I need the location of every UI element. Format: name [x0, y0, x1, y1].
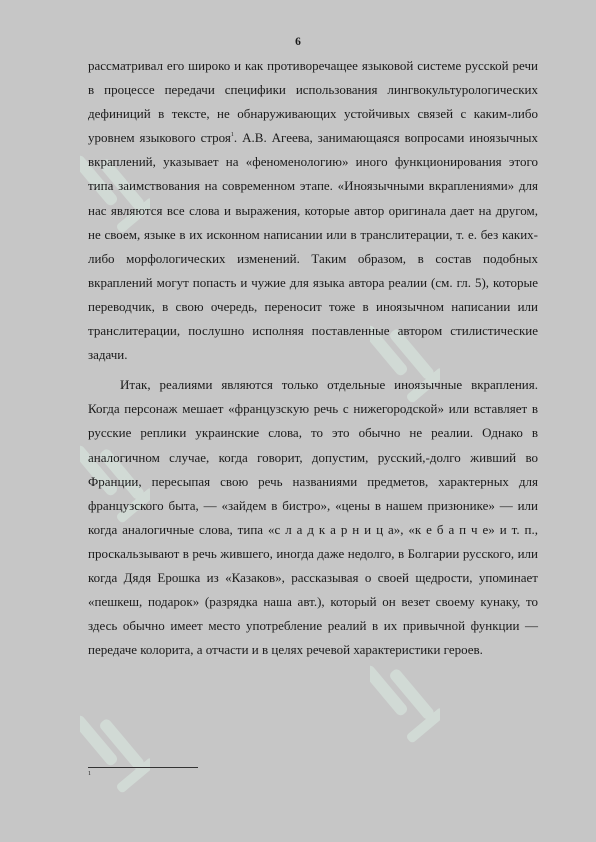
footnote-marker: 1 [88, 771, 91, 777]
body-text [88, 54, 538, 662]
watermark-soft-logo-icon [80, 690, 150, 810]
paragraph-2: Итак, реалиями являются только отдельные иноязычные вкрапления. Когда персонаж мешает «французскую речь с нижегородской» или вставляет в русские реплики украинские слова, то это обычно не реалии. Однако в аналогичном случае, когда говорит, допустим, русский,-долго живший во Франции, пересыпая свою речь названиями предметов, характерных для французского быта, — «зайдем в бистро», «цены в нашем призюнике» — или когда аналогичные слова, типа «с л а д к а р н и ц а», «к е б а п ч е» и т. п., проскальзывают в речь жившего, иногда даже недолго, в Болгарии русского, или когда Дядя Ерошка из «Казаков», рассказывая о своей щедрости, упоминает «пешкеш, подарок» (разрядка наша авт.), который он везет своему кунаку, то здесь обычно имеет место употребление реалий в их привычной функции — передаче колорита, а отчасти и в целях речевой характеристики героев. [88, 377, 538, 658]
paragraph-1-continuation: . А.В. Агеева, занимающаяся вопросами иноязычных вкраплений, указывает на «феноменологию» иного функционирования этого типа заимствования на современном этапе. «Иноязычными вкраплениями» для нас являются все слова и выражения, которые автор оригинала дает на другом, не своем, языке в их исконном написании или в транслитерации, т. е. без каких-либо морфологических изменений. Таким образом, в состав подобных вкраплений могут попасть и чужие для языка автора реалии (см. гл. 5), которые переводчик, в свою очередь, переносит тоже в иноязычном написании или транслитерации, послушно исполняя поставленные автором стилистические задачи. [88, 130, 539, 363]
footnote-divider [88, 767, 198, 768]
paragraph-1 [88, 54, 538, 367]
footnote-reference[interactable]: 1 [230, 132, 234, 139]
page-number: 6 [295, 36, 301, 48]
paragraph-1-text: рассматривал его широко и как противоречащее языковой системе русской речи в процессе передачи специфики использования лингвокультурологических дефиниций в тексте, не обнаруживающих устойчивых связей с каким-либо уровнем языкового строя [88, 58, 538, 146]
